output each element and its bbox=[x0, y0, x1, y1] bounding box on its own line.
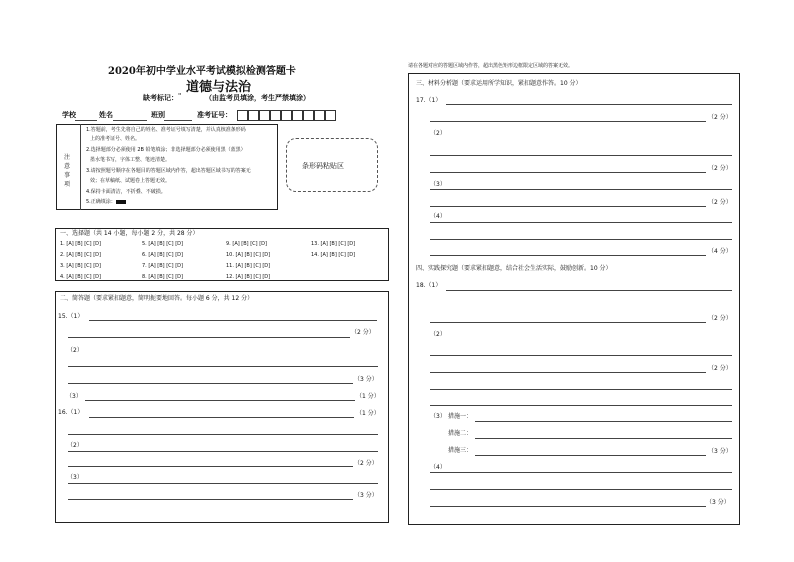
exam-title: 2020年初中学业水平考试模拟检测答题卡 bbox=[108, 66, 296, 77]
note-line: 4.保持卡面清洁，不折叠、不破损。 bbox=[86, 189, 166, 195]
notes-label-1: 注 bbox=[64, 154, 71, 161]
note-line: 3.请按照题号顺序在各题目的答题区域内作答，超出答题区域书写的答案无 bbox=[86, 168, 251, 174]
q16-part2-label: （2） bbox=[67, 442, 83, 449]
notes-divider bbox=[80, 124, 81, 210]
right-page-note: 请在各题对应的答题区域内作答，超出黑色矩形边框限定区域的答案无效。 bbox=[408, 63, 574, 69]
subject-title: 道德与法治 bbox=[186, 80, 252, 95]
answer-line[interactable] bbox=[68, 466, 353, 467]
section-material-title: 三、材料分析题（要求运用所学知识，紧扣题意作答。10 分） bbox=[416, 80, 582, 87]
absent-note: （由监考员填涂，考生严禁填涂） bbox=[205, 94, 310, 102]
answer-line[interactable] bbox=[430, 206, 706, 207]
score-label: （2 分） bbox=[708, 365, 732, 372]
answer-line[interactable] bbox=[68, 366, 378, 367]
q18-part1-label: 18.（1） bbox=[416, 282, 442, 289]
answer-line[interactable] bbox=[430, 489, 732, 490]
answer-line[interactable] bbox=[475, 455, 706, 456]
absent-mark-label: 缺考标记： bbox=[143, 94, 178, 102]
answer-line[interactable] bbox=[430, 322, 706, 323]
q18-part2-label: （2） bbox=[430, 331, 446, 338]
class-field[interactable] bbox=[164, 120, 192, 121]
score-label: （1 分） bbox=[356, 393, 380, 400]
q15-part3-label: （3） bbox=[66, 393, 82, 400]
right-answer-box bbox=[408, 73, 740, 525]
measure-2-label: 措施二： bbox=[448, 430, 473, 437]
note-line: 1.答题前，考生先将自己的姓名、准考证号填写清楚，并认真核准条形码 bbox=[86, 127, 246, 133]
q16-part1-label: 16.（1） bbox=[58, 409, 84, 416]
answer-line[interactable] bbox=[68, 499, 353, 500]
choice-q7: 7. [A] [B] [C] [D] bbox=[142, 263, 183, 269]
answer-line[interactable] bbox=[430, 155, 732, 156]
choice-q3: 3. [A] [B] [C] [D] bbox=[60, 263, 101, 269]
exam-number-label: 准考证号： bbox=[197, 111, 232, 119]
answer-line[interactable] bbox=[446, 290, 732, 291]
choice-q4: 4. [A] [B] [C] [D] bbox=[60, 274, 101, 280]
score-label: （3 分） bbox=[706, 499, 730, 506]
note-line: 5.正确填涂： bbox=[86, 199, 116, 205]
choice-q6: 6. [A] [B] [C] [D] bbox=[142, 252, 183, 258]
q17-part4-label: （4） bbox=[430, 213, 446, 220]
q16-part3-label: （3） bbox=[67, 474, 83, 481]
note-line: 2.选择题部分必须使用 2B 铅笔填涂；非选择题部分必须使用黑（蓝黑） bbox=[86, 147, 246, 153]
answer-line[interactable] bbox=[68, 383, 353, 384]
answer-line[interactable] bbox=[68, 483, 378, 484]
choice-q12: 12. [A] [B] [C] [D] bbox=[226, 274, 271, 280]
notes-label-4: 项 bbox=[64, 181, 71, 188]
score-label: （2 分） bbox=[708, 114, 732, 121]
answer-line[interactable] bbox=[430, 355, 732, 356]
answer-line[interactable] bbox=[68, 434, 378, 435]
score-label: （1 分） bbox=[356, 410, 380, 417]
answer-line[interactable] bbox=[430, 172, 706, 173]
notes-label-3: 事 bbox=[64, 172, 71, 179]
answer-line[interactable] bbox=[430, 472, 732, 473]
score-label: （2 分） bbox=[351, 329, 375, 336]
q15-part1-label: 15.（1） bbox=[58, 313, 84, 320]
section-practice-title: 四、实践探究题（要求紧扣题意，结合社会生活实际，鼓励创新。10 分） bbox=[416, 265, 612, 272]
choice-q5: 5. [A] [B] [C] [D] bbox=[142, 241, 183, 247]
answer-line[interactable] bbox=[68, 451, 378, 452]
school-field[interactable] bbox=[75, 120, 97, 121]
section-short-answer-title: 二、简答题（要求紧扣题意，简明扼要地回答。每小题 6 分，共 12 分） bbox=[60, 295, 254, 302]
note-line: 上的准考证号、姓名。 bbox=[90, 136, 141, 142]
note-line: 墨水笔书写，字体工整、笔迹清楚。 bbox=[90, 157, 171, 163]
score-label: （3 分） bbox=[708, 448, 732, 455]
answer-line[interactable] bbox=[475, 438, 732, 439]
score-label: （4 分） bbox=[708, 248, 732, 255]
note-line: 效；在草稿纸、试题卷上答题无效。 bbox=[90, 178, 171, 184]
choice-q13: 13. [A] [B] [C] [D] bbox=[311, 241, 356, 247]
answer-line[interactable] bbox=[446, 104, 732, 105]
school-label: 学校 bbox=[62, 111, 76, 119]
score-label: （2 分） bbox=[708, 199, 732, 206]
correct-fill-example bbox=[86, 199, 126, 206]
choice-q1: 1. [A] [B] [C] [D] bbox=[60, 241, 101, 247]
answer-line[interactable] bbox=[68, 337, 350, 338]
answer-line[interactable] bbox=[430, 389, 732, 390]
section-choice-title: 一、选择题（共 14 小题，每小题 2 分，共 28 分） bbox=[60, 230, 199, 237]
answer-line[interactable] bbox=[430, 506, 706, 507]
q18-part4-label: （4） bbox=[430, 464, 446, 471]
notes-label-2: 意 bbox=[64, 163, 71, 170]
choice-q10: 10. [A] [B] [C] [D] bbox=[226, 252, 271, 258]
score-label: （2 分） bbox=[708, 165, 732, 172]
answer-line[interactable] bbox=[85, 400, 355, 401]
choice-q14: 14. [A] [B] [C] [D] bbox=[311, 252, 356, 258]
choice-q9: 9. [A] [B] [C] [D] bbox=[226, 241, 267, 247]
score-label: （2 分） bbox=[354, 460, 378, 467]
choice-q11: 11. [A] [B] [C] [D] bbox=[226, 263, 271, 269]
choice-q2: 2. [A] [B] [C] [D] bbox=[60, 252, 101, 258]
q18-part3-label: （3） bbox=[430, 413, 446, 420]
answer-line[interactable] bbox=[89, 417, 354, 418]
answer-line[interactable] bbox=[430, 222, 732, 223]
answer-line[interactable] bbox=[430, 372, 706, 373]
answer-line[interactable] bbox=[430, 121, 706, 122]
answer-line[interactable] bbox=[475, 421, 732, 422]
q15-part2-label: （2） bbox=[67, 347, 83, 354]
exam-number-grid[interactable] bbox=[237, 110, 337, 122]
q17-part2-label: （2） bbox=[430, 130, 446, 137]
answer-line[interactable] bbox=[430, 405, 732, 406]
score-label: （2 分） bbox=[708, 315, 732, 322]
answer-line[interactable] bbox=[430, 255, 706, 256]
measure-3-label: 措施三： bbox=[448, 447, 473, 454]
absent-mark-box[interactable]: " bbox=[178, 92, 182, 100]
q17-part3-label: （3） bbox=[430, 181, 446, 188]
name-label: 姓名 bbox=[99, 111, 113, 119]
choice-q8: 8. [A] [B] [C] [D] bbox=[142, 274, 183, 280]
score-label: （3 分） bbox=[354, 492, 378, 499]
answer-line[interactable] bbox=[89, 320, 377, 321]
q17-part1-label: 17.（1） bbox=[416, 97, 442, 104]
filled-mark-icon bbox=[116, 200, 126, 204]
barcode-label: 条形码粘贴区 bbox=[302, 162, 344, 170]
class-label: 班别 bbox=[151, 111, 165, 119]
answer-line[interactable] bbox=[430, 189, 732, 190]
measure-1-label: 措施一： bbox=[448, 413, 473, 420]
section-short-answer-box bbox=[55, 291, 389, 523]
answer-line[interactable] bbox=[430, 239, 732, 240]
name-field[interactable] bbox=[113, 120, 147, 121]
score-label: （3 分） bbox=[354, 376, 378, 383]
